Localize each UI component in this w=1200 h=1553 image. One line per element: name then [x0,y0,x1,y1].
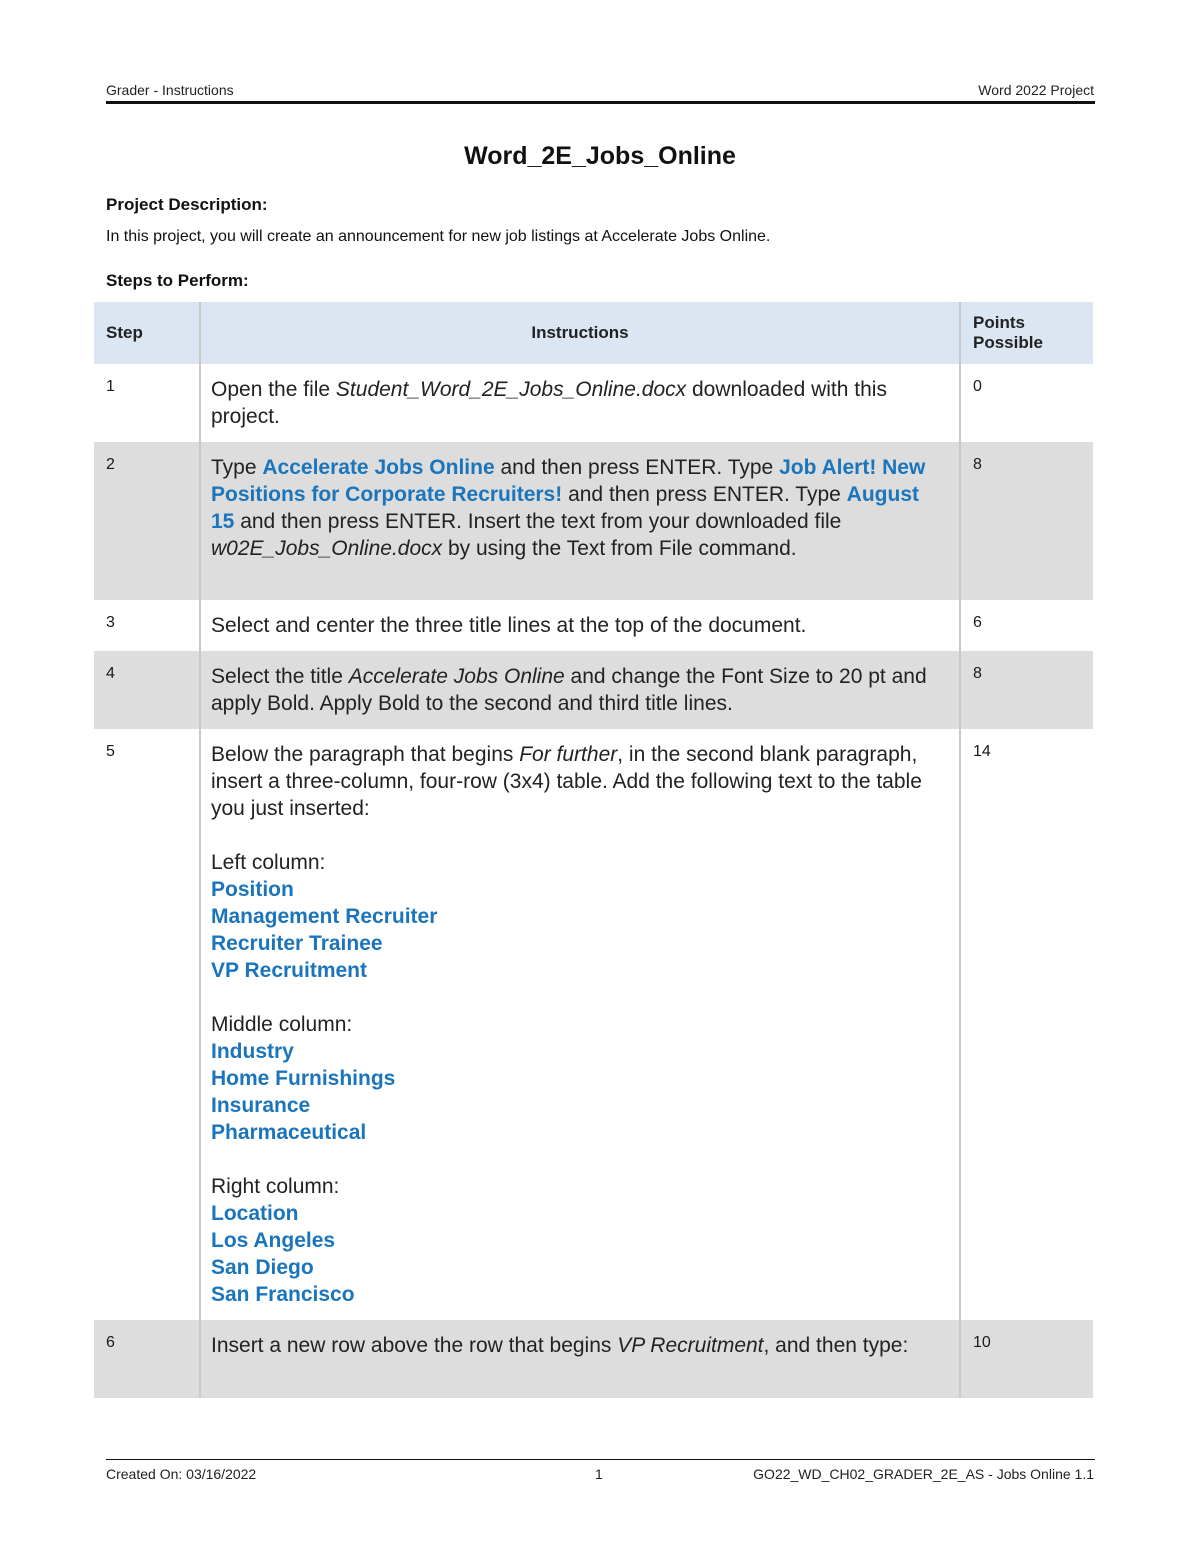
step-number: 2 [94,442,200,600]
list-item: VP Recruitment [211,959,367,982]
steps-table [94,302,1093,1398]
list-item: Insurance [211,1094,311,1117]
list-item: Los Angeles [211,1229,336,1252]
typed-text: August 15 [211,483,919,533]
header-instructions: Instructions [200,302,960,364]
text: , and then type: [763,1334,909,1357]
text: Below the paragraph that begins [211,743,520,766]
step-instructions [200,600,960,651]
step-points: 10 [960,1320,1093,1398]
text: and then press ENTER. Type [562,483,847,506]
text: Select and center the three title lines at the top of the document. [211,614,807,637]
steps-label: Steps to Perform: [106,271,249,290]
left-column-label: Left column: [211,851,326,874]
step-instructions [200,442,960,600]
paragraph [211,741,941,822]
step-number: 6 [94,1320,200,1398]
list-item: Location [211,1202,299,1225]
right-column-label: Right column: [211,1175,340,1198]
list-item: San Francisco [211,1283,355,1306]
header-rule [106,101,1095,104]
page-header [106,82,1094,98]
title-reference: Accelerate Jobs Online [348,665,565,688]
header-points-line2: Possible [973,333,1043,352]
step-instructions [200,1320,960,1398]
list-item: Position [211,878,294,901]
footer-page-number: 1 [595,1466,603,1482]
list-item: San Diego [211,1256,314,1279]
step-number: 5 [106,743,115,760]
project-description-label: Project Description: [106,195,268,214]
text: Insert a new row above the row that begins [211,1334,618,1357]
header-points-line1: Points [973,313,1025,332]
middle-column-label: Middle column: [211,1013,353,1036]
table-row [94,600,1093,651]
step-number: 4 [94,651,200,729]
typed-text: Job Alert! New Positions for Corporate Recruiters! [211,456,926,506]
text: downloaded with this project. [211,378,887,428]
footer-rule [106,1459,1095,1460]
filename: w02E_Jobs_Online.docx [211,537,443,560]
text: by using the Text from File command. [442,537,797,560]
list-item: Recruiter Trainee [211,932,383,955]
header-points-possible [960,302,1093,364]
table-row [94,729,1093,1320]
header-right: Word 2022 Project [978,82,1094,98]
list-item: Pharmaceutical [211,1121,367,1144]
step-points: 8 [960,651,1093,729]
list-item: Management Recruiter [211,905,438,928]
table-row [94,651,1093,729]
text: and change the Font Size to 20 pt and apply Bold. Apply Bold to the second and third title lines. [211,665,927,715]
typed-text: Accelerate Jobs Online [262,456,495,479]
header-left: Grader - Instructions [106,82,234,98]
step-points: 8 [960,442,1093,600]
header-step: Step [94,302,200,364]
step-points: 6 [973,614,982,631]
row-reference: VP Recruitment [617,1334,764,1357]
text: Type [211,456,263,479]
text: , in the second blank paragraph, insert a three-column, four-row (3x4) table. Add the following text to the table you just inserted: [211,743,922,820]
table-row [94,442,1093,600]
table-row [94,1320,1093,1398]
document-title: Word_2E_Jobs_Online [464,142,736,170]
list-item: Industry [211,1040,294,1063]
text: Select the title [211,665,349,688]
footer-created-on: Created On: 03/16/2022 [106,1466,257,1482]
step-points: 0 [973,378,982,395]
step-number: 1 [106,378,115,395]
footer-document-id: GO22_WD_CH02_GRADER_2E_AS - Jobs Online 1.1 [753,1466,1094,1482]
list-item: Home Furnishings [211,1067,396,1090]
table-row [94,364,1093,442]
paragraph-reference: For further [519,743,618,766]
table-header-row [94,302,1093,364]
filename: Student_Word_2E_Jobs_Online.docx [335,378,687,401]
text: and then press ENTER. Type [494,456,780,479]
step-points: 14 [973,743,991,760]
step-number: 3 [106,614,115,631]
project-description-text: In this project, you will create an announcement for new job listings at Accelerate Jobs Online. [106,228,771,245]
text: and then press ENTER. Insert the text from your downloaded file [234,510,842,533]
text: Open the file [211,378,336,401]
step-instructions [200,729,960,1320]
step-instructions [200,651,960,729]
step-instructions [200,364,960,442]
